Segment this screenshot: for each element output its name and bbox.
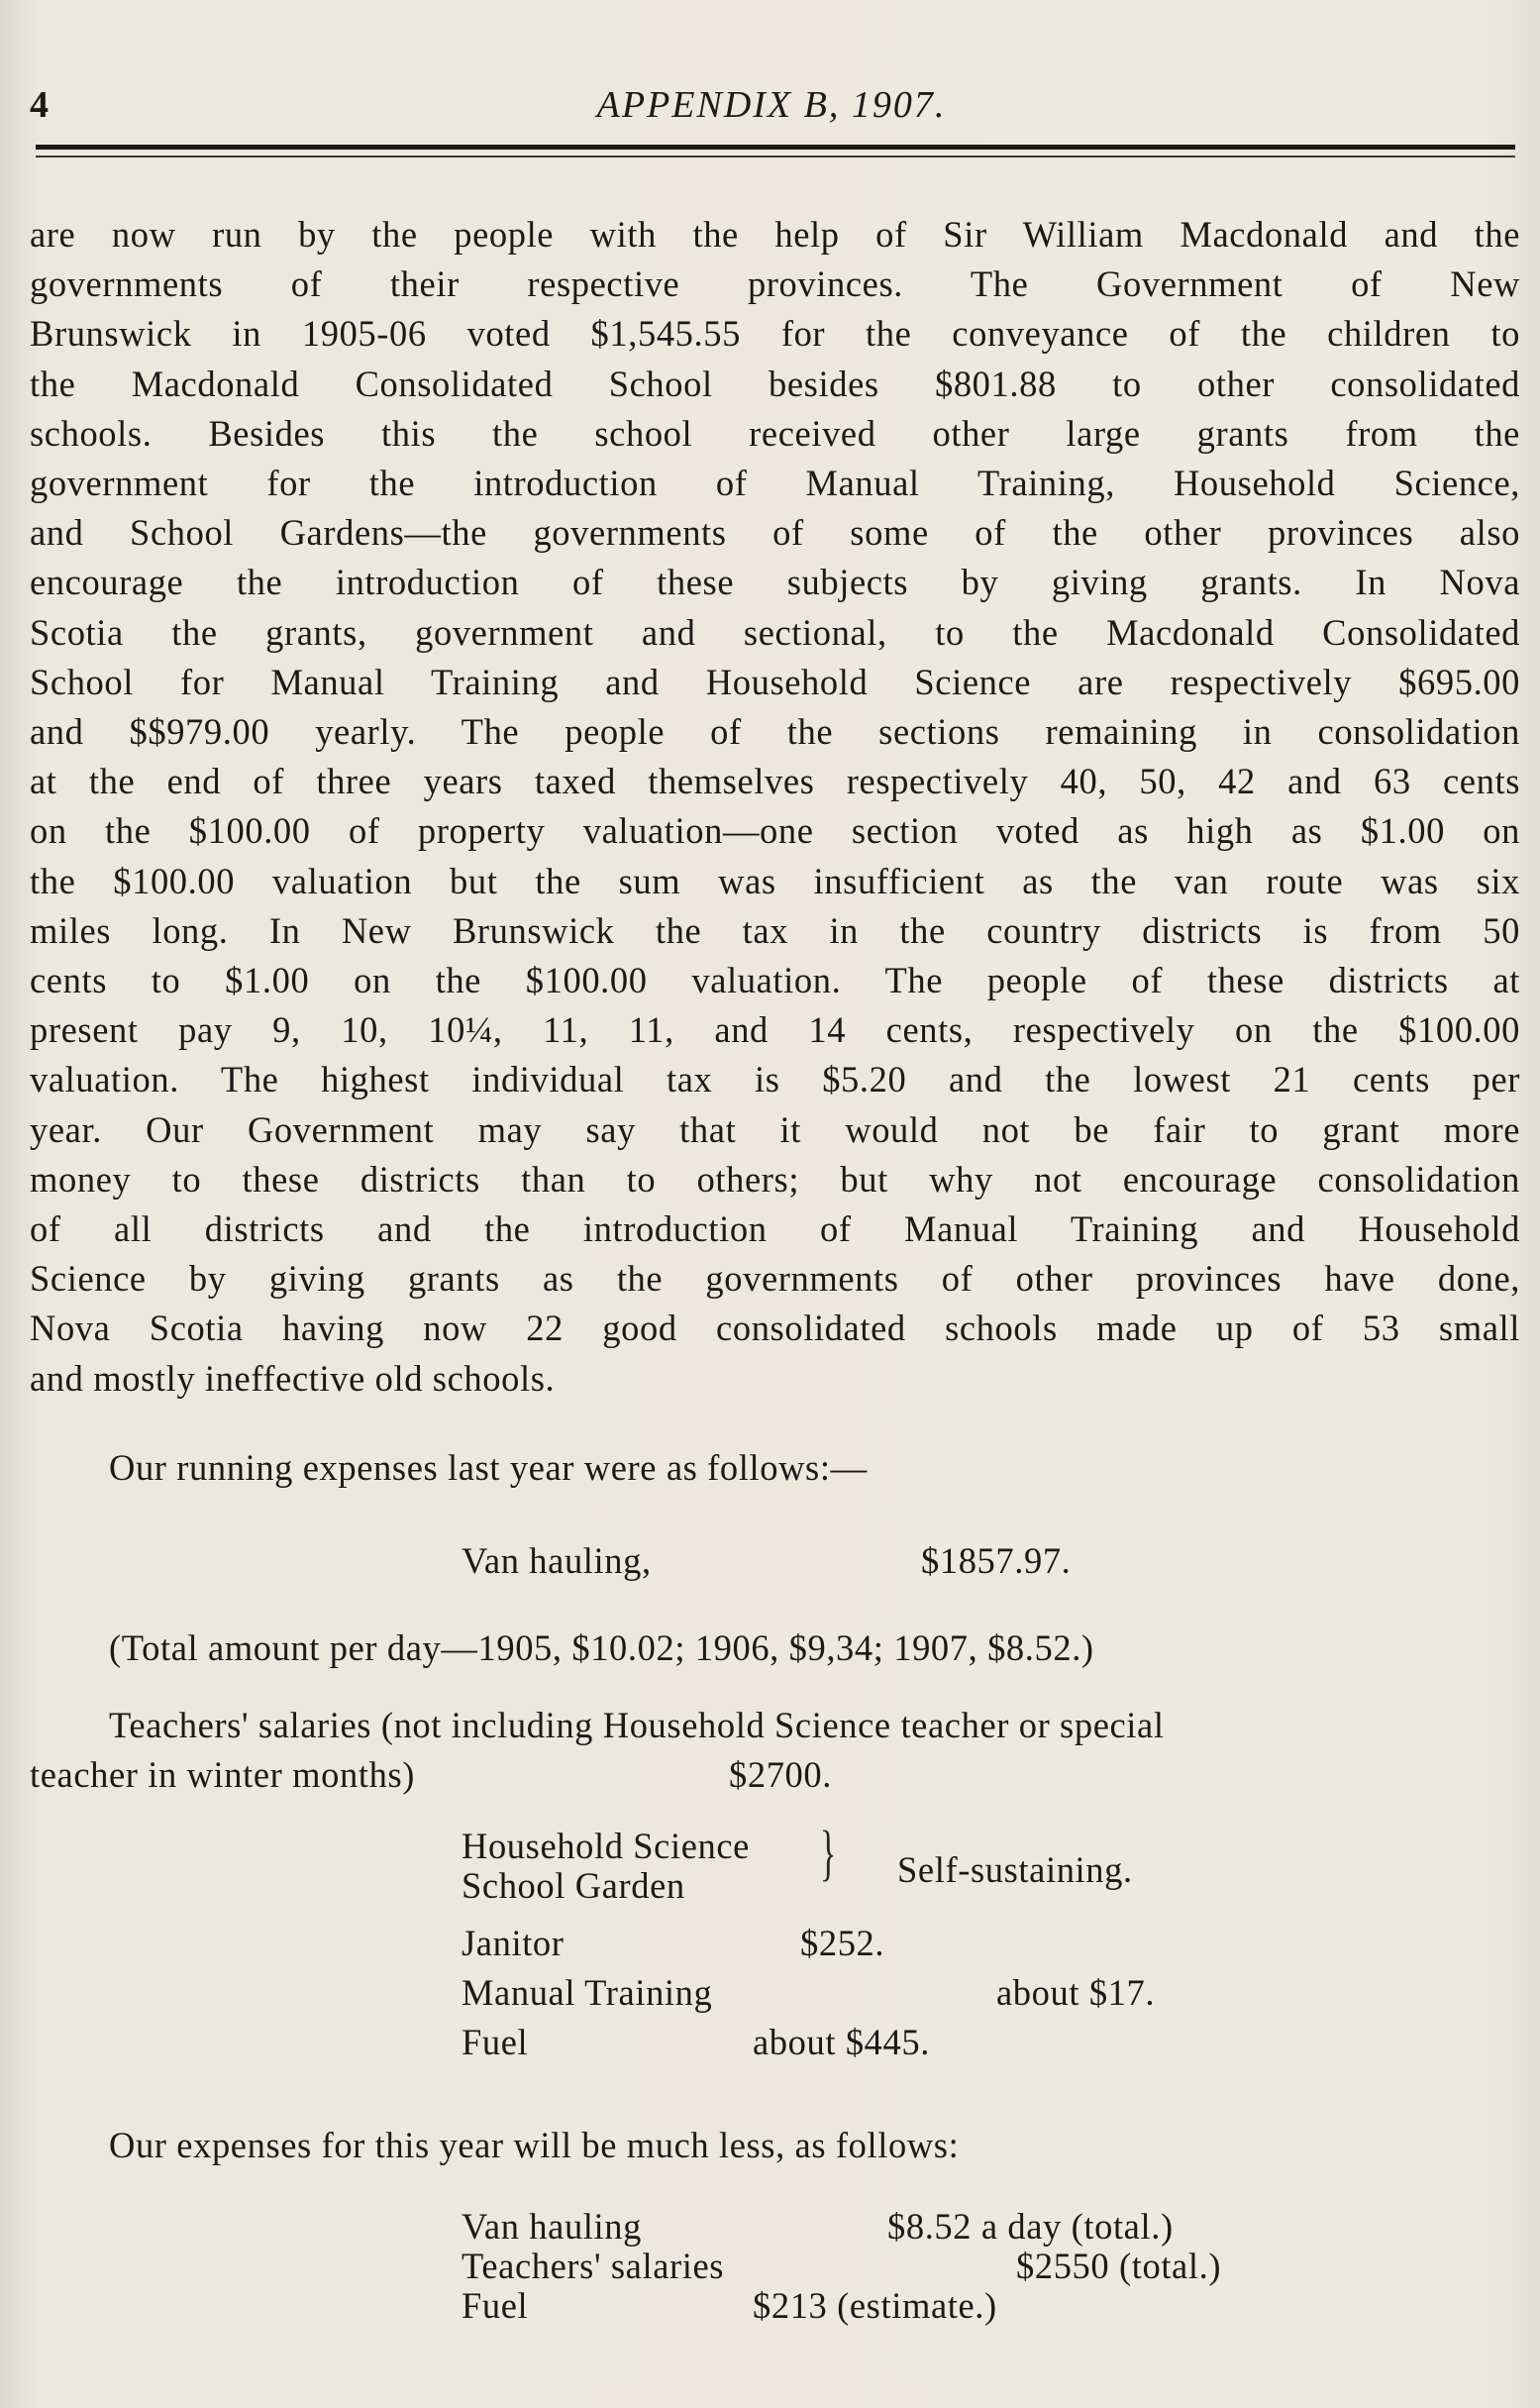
this-year-fuel-value: $213 (estimate.) [753,2285,997,2326]
paragraph-line: at the end of three years taxed themselves respectively 40, 50, 42 and 63 cents [30,761,1520,802]
paragraph-line: valuation. The highest individual tax is $5.20 and the lowest 21 cents per [30,1059,1520,1100]
fuel-value: about $445. [753,2022,930,2062]
teachers-salaries-line2: teacher in winter months) [30,1754,415,1795]
paragraph-line: School for Manual Training and Household Science are respectively $695.00 [30,661,1520,702]
manual-training-label: Manual Training [462,1972,713,2013]
van-hauling-value: $1857.97. [921,1540,1072,1581]
paragraph-line: schools. Besides this the school received other large grants from the [30,412,1520,454]
paragraph-line: money to these districts than to others; but why not encourage consolidation [30,1158,1520,1200]
this-year-fuel-label: Fuel [462,2285,529,2326]
header-rule-thick [36,145,1515,150]
per-day-note: (Total amount per day—1905, $10.02; 1906, $9,34; 1907, $8.52.) [109,1627,1094,1668]
teachers-salaries-value: $2700. [729,1754,832,1795]
running-head: APPENDIX B, 1907. [596,84,947,126]
paragraph-line: government for the introduction of Manual Training, Household Science, [30,463,1520,504]
paragraph-line: and School Gardens—the governments of some of the other provinces also [30,512,1520,554]
body-paragraph [30,210,1520,1404]
this-year-van-label: Van hauling [462,2206,642,2247]
paragraph-line: Science by giving grants as the governments of other provinces have done, [30,1258,1520,1300]
teachers-salaries-line1: Teachers' salaries (not including Household Science teacher or special [109,1705,1165,1745]
paragraph-line: Nova Scotia having now 22 good consolidated schools made up of 53 small [30,1308,1520,1349]
paragraph-line: of all districts and the introduction of Manual Training and Household [30,1208,1520,1250]
self-sustaining-label: Self-sustaining. [897,1849,1133,1890]
van-hauling-label: Van hauling, [462,1540,652,1581]
paragraph-line: on the $100.00 of property valuation—one section voted as high as $1.00 on [30,810,1520,852]
paragraph-line: are now run by the people with the help of Sir William Macdonald and the [30,214,1520,255]
manual-training-value: about $17. [996,1972,1156,2013]
paragraph-line: governments of their respective provinces. The Government of New [30,263,1520,305]
paragraph-line: and $$979.00 yearly. The people of the sections remaining in consolidation [30,711,1520,753]
paragraph-line: miles long. In New Brunswick the tax in the country districts is from 50 [30,909,1520,951]
janitor-value: $252. [800,1923,885,1963]
this-year-intro: Our expenses for this year will be much less, as follows: [109,2125,960,2165]
fuel-label: Fuel [462,2022,529,2062]
paragraph-line: the Macdonald Consolidated School besides $801.88 to other consolidated [30,363,1520,404]
this-year-van-value: $8.52 a day (total.) [887,2206,1174,2247]
paragraph-line: present pay 9, 10, 10¼, 11, 11, and 14 cents, respectively on the $100.00 [30,1009,1520,1051]
this-year-teachers-label: Teachers' salaries [462,2246,725,2286]
paragraph-line: cents to $1.00 on the $100.00 valuation. The people of these districts at [30,960,1520,1001]
school-garden-label: School Garden [462,1865,685,1906]
paragraph-line: Brunswick in 1905-06 voted $1,545.55 for the conveyance of the children to [30,313,1520,355]
paragraph-line: and mostly ineffective old schools. [30,1357,556,1399]
page-number: 4 [30,84,49,126]
running-expenses-intro: Our running expenses last year were as follows:— [109,1447,868,1488]
paragraph-line: Scotia the grants, government and sectional, to the Macdonald Consolidated [30,611,1520,653]
janitor-label: Janitor [462,1923,565,1963]
paragraph-line: encourage the introduction of these subjects by giving grants. In Nova [30,562,1520,603]
this-year-teachers-value: $2550 (total.) [1016,2246,1222,2286]
header-rule-thin [36,156,1515,157]
paragraph-line: the $100.00 valuation but the sum was insufficient as the van route was six [30,860,1520,901]
household-science-label: Household Science [462,1826,750,1866]
brace-icon: } [820,1820,837,1887]
page-header [30,83,1513,133]
paragraph-line: year. Our Government may say that it would not be fair to grant more [30,1108,1520,1150]
